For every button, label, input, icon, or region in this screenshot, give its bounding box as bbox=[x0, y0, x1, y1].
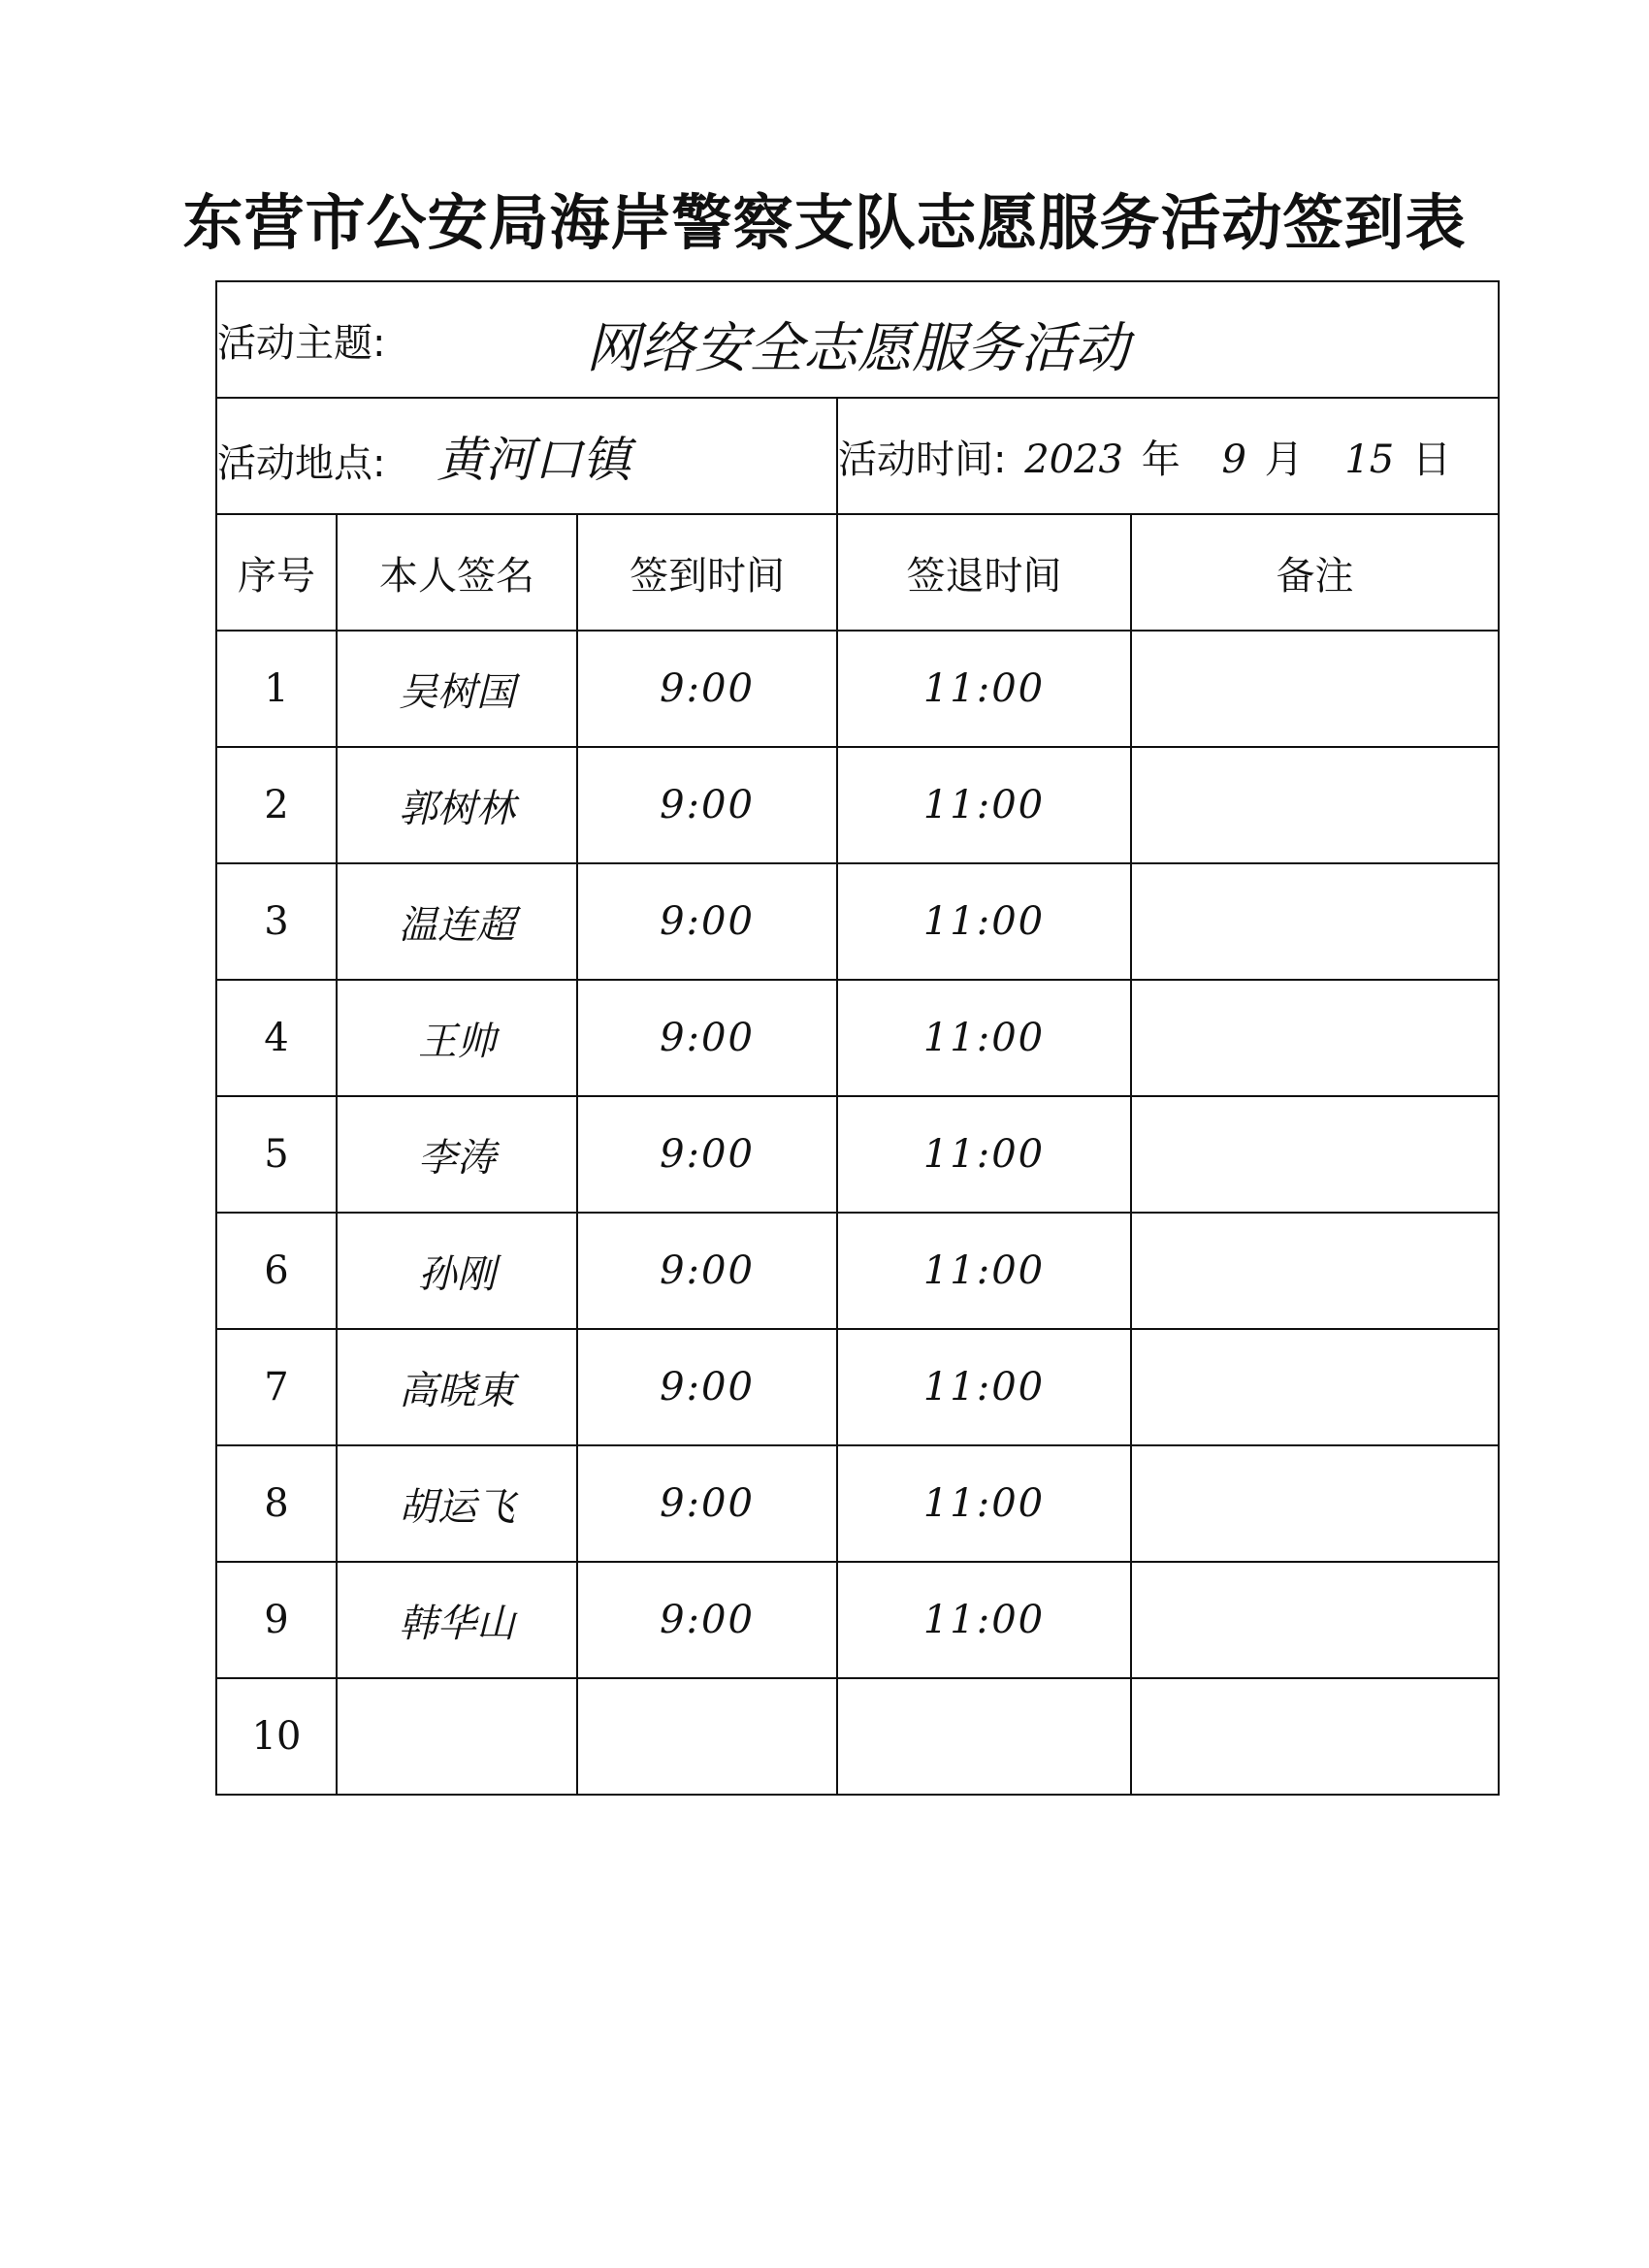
table-row bbox=[216, 1329, 1499, 1445]
check-out-time: 11:00 bbox=[837, 1445, 1131, 1562]
signature: 胡运飞 bbox=[337, 1445, 577, 1562]
header-signature: 本人签名 bbox=[337, 514, 577, 631]
table-row bbox=[216, 631, 1499, 747]
table-row bbox=[216, 863, 1499, 980]
theme-row bbox=[216, 281, 1499, 398]
signature: 李涛 bbox=[337, 1096, 577, 1213]
date-cell bbox=[837, 398, 1499, 514]
row-number: 4 bbox=[216, 980, 337, 1096]
check-in-time: 9:00 bbox=[577, 980, 837, 1096]
check-in-time: 9:00 bbox=[577, 1213, 837, 1329]
row-number: 2 bbox=[216, 747, 337, 863]
note bbox=[1131, 1445, 1499, 1562]
signature: 温连超 bbox=[337, 863, 577, 980]
table-row bbox=[216, 1445, 1499, 1562]
sign-in-table bbox=[215, 280, 1500, 1796]
note bbox=[1131, 1329, 1499, 1445]
row-number: 7 bbox=[216, 1329, 337, 1445]
theme-value: 网络安全志愿服务活动 bbox=[586, 317, 1129, 380]
header-row bbox=[216, 514, 1499, 631]
date-day-unit: 日 bbox=[1411, 437, 1451, 482]
date-year: 2023 bbox=[1024, 437, 1123, 482]
note bbox=[1131, 1096, 1499, 1213]
place-date-row bbox=[216, 398, 1499, 514]
check-in-time: 9:00 bbox=[577, 1329, 837, 1445]
check-out-time: 11:00 bbox=[837, 1213, 1131, 1329]
place-cell bbox=[216, 398, 837, 514]
place-value: 黄河口镇 bbox=[436, 432, 631, 488]
check-out-time: 11:00 bbox=[837, 1329, 1131, 1445]
table-row bbox=[216, 1562, 1499, 1678]
note bbox=[1131, 631, 1499, 747]
check-in-time bbox=[577, 1678, 837, 1795]
table-row bbox=[216, 1096, 1499, 1213]
row-number: 8 bbox=[216, 1445, 337, 1562]
date-day: 15 bbox=[1344, 437, 1395, 482]
place-label: 活动地点: bbox=[217, 441, 386, 486]
check-out-time: 11:00 bbox=[837, 747, 1131, 863]
table-row bbox=[216, 1678, 1499, 1795]
row-number: 9 bbox=[216, 1562, 337, 1678]
form-title: 东营市公安局海岸警察支队志愿服务活动签到表 bbox=[182, 187, 1467, 258]
signature: 孙刚 bbox=[337, 1213, 577, 1329]
header-check-out: 签退时间 bbox=[837, 514, 1131, 631]
note bbox=[1131, 747, 1499, 863]
note bbox=[1131, 1213, 1499, 1329]
check-in-time: 9:00 bbox=[577, 863, 837, 980]
note bbox=[1131, 1678, 1499, 1795]
signature bbox=[337, 1678, 577, 1795]
date-month-unit: 月 bbox=[1264, 437, 1304, 482]
theme-label: 活动主题: bbox=[217, 320, 386, 366]
check-in-time: 9:00 bbox=[577, 631, 837, 747]
note bbox=[1131, 980, 1499, 1096]
row-number: 1 bbox=[216, 631, 337, 747]
note bbox=[1131, 863, 1499, 980]
check-out-time bbox=[837, 1678, 1131, 1795]
signature: 郭树林 bbox=[337, 747, 577, 863]
row-number: 10 bbox=[216, 1678, 337, 1795]
date-month: 9 bbox=[1221, 437, 1246, 482]
signature: 王帅 bbox=[337, 980, 577, 1096]
header-note: 备注 bbox=[1131, 514, 1499, 631]
date-year-unit: 年 bbox=[1141, 437, 1180, 482]
table-row bbox=[216, 747, 1499, 863]
note bbox=[1131, 1562, 1499, 1678]
check-in-time: 9:00 bbox=[577, 747, 837, 863]
check-out-time: 11:00 bbox=[837, 1096, 1131, 1213]
header-no: 序号 bbox=[216, 514, 337, 631]
check-in-time: 9:00 bbox=[577, 1096, 837, 1213]
signature: 吴树国 bbox=[337, 631, 577, 747]
signature: 高晓東 bbox=[337, 1329, 577, 1445]
table-body bbox=[216, 631, 1499, 1795]
check-out-time: 11:00 bbox=[837, 980, 1131, 1096]
date-label: 活动时间: bbox=[838, 437, 1007, 482]
row-number: 3 bbox=[216, 863, 337, 980]
check-in-time: 9:00 bbox=[577, 1445, 837, 1562]
check-out-time: 11:00 bbox=[837, 631, 1131, 747]
signature: 韩华山 bbox=[337, 1562, 577, 1678]
row-number: 5 bbox=[216, 1096, 337, 1213]
table-row bbox=[216, 980, 1499, 1096]
header-check-in: 签到时间 bbox=[577, 514, 837, 631]
table-row bbox=[216, 1213, 1499, 1329]
theme-cell bbox=[216, 281, 1499, 398]
row-number: 6 bbox=[216, 1213, 337, 1329]
check-in-time: 9:00 bbox=[577, 1562, 837, 1678]
check-out-time: 11:00 bbox=[837, 1562, 1131, 1678]
check-out-time: 11:00 bbox=[837, 863, 1131, 980]
